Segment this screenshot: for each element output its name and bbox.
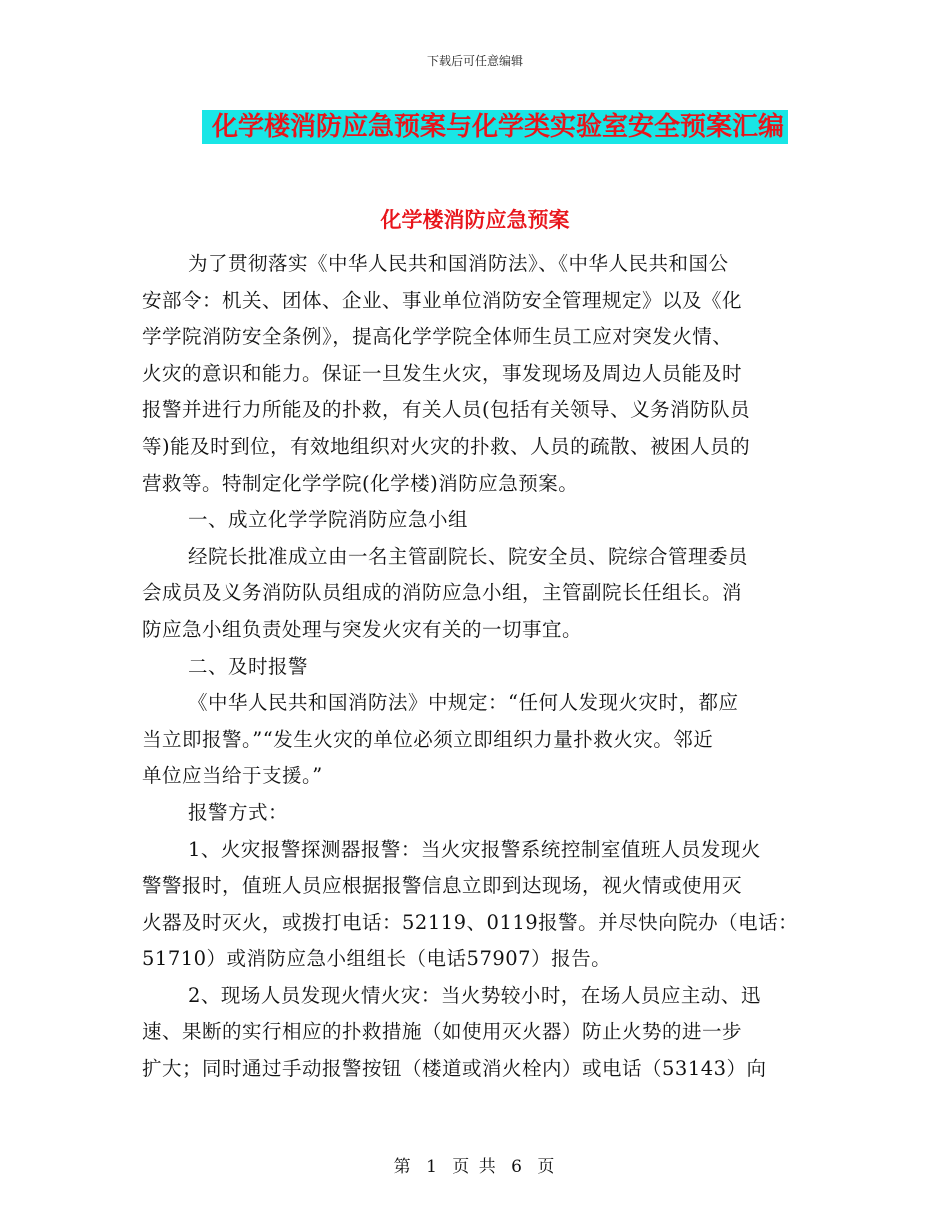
body-line: 报警并进行力所能及的扑救，有关人员(包括有关领导、义务消防队员 [142,398,751,422]
page-footer [0,1152,950,1177]
body-line: 经院长批准成立由一名主管副院长、院安全员、院综合管理委员 [188,544,749,568]
document-body [142,246,810,1088]
body-line: 2、现场人员发现火情火灾：当火势较小时，在场人员应主动、迅 [188,983,761,1007]
body-line: 火灾的意识和能力。保证一旦发生火灾，事发现场及周边人员能及时 [142,361,743,385]
body-line: 扩大；同时通过手动报警按钮（楼道或消火栓内）或电话（53143）向 [142,1057,767,1081]
body-line: 营救等。特制定化学学院(化学楼)消防应急预案。 [142,471,579,495]
page-total: 6 [511,1157,524,1177]
body-line: 安部令：机关、团体、企业、事业单位消防安全管理规定》以及《化 [142,288,743,312]
body-line: 报警方式： [188,800,289,824]
body-line: 二、及时报警 [188,654,309,678]
section-title: 化学楼消防应急预案 [380,208,570,232]
body-line: 当立即报警。”“发生火灾的单位必须立即组织力量扑救火灾。邻近 [142,727,714,751]
body-line: 单位应当给于支援。” [142,764,323,788]
body-line: 警警报时，值班人员应根据报警信息立即到达现场，视火情或使用灭 [142,874,743,898]
body-line: 为了贯彻落实《中华人民共和国消防法》、《中华人民共和国公 [188,252,729,275]
page-prefix: 第 [393,1157,413,1177]
page-number: 1 [426,1157,439,1177]
document-title-wrap [0,110,950,144]
header-note: 下载后可任意编辑 [426,54,523,68]
page-middle: 页 共 [452,1157,498,1177]
body-line: 《中华人民共和国消防法》中规定：“任何人发现火灾时，都应 [188,691,739,715]
page-suffix: 页 [537,1157,557,1177]
body-line: 一、成立化学学院消防应急小组 [188,508,469,532]
body-line: 速、果断的实行相应的扑救措施（如使用灭火器）防止火势的进一步 [142,1020,743,1044]
body-line: 1、火灾报警探测器报警：当火灾报警系统控制室值班人员发现火 [188,837,761,861]
body-line: 51710）或消防应急小组组长（电话57907）报告。 [142,947,612,971]
body-line: 火器及时灭火，或拨打电话：52119、0119报警。并尽快向院办（电话： [142,910,799,934]
body-line: 防应急小组负责处理与突发火灾有关的一切事宜。 [142,617,583,641]
document-title: 化学楼消防应急预案与化学类实验室安全预案汇编 [202,110,788,144]
body-line: 学学院消防安全条例》，提高化学学院全体师生员工应对突发火情、 [142,325,733,349]
body-line: 等)能及时到位，有效地组织对火灾的扑救、人员的疏散、被困人员的 [142,434,751,458]
body-line: 会成员及义务消防队员组成的消防应急小组，主管副院长任组长。消 [142,581,743,605]
